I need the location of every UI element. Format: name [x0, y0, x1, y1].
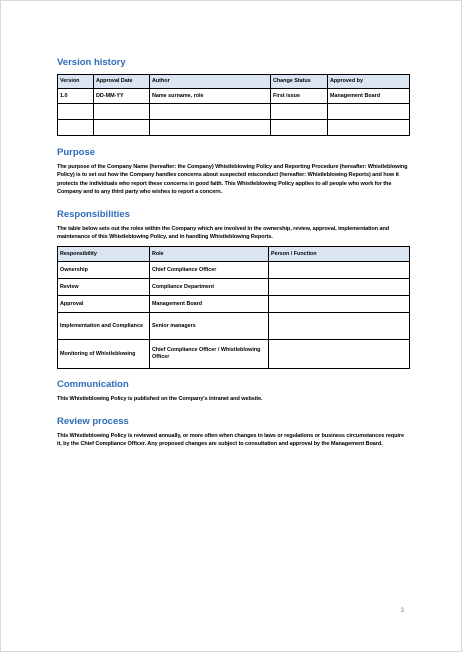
page-number: 3	[400, 608, 404, 614]
table-row	[58, 313, 410, 340]
table-row	[58, 279, 410, 296]
table-row	[58, 120, 410, 136]
version-history-header-row	[58, 75, 410, 89]
responsibilities-table	[57, 246, 410, 369]
table-cell: DD-MM-YY	[94, 89, 150, 104]
review-process-heading: Review process	[57, 415, 129, 427]
communication-heading: Communication	[57, 379, 129, 391]
column-header: Responsibility	[58, 247, 150, 262]
purpose-heading: Purpose	[57, 147, 96, 158]
table-cell	[328, 104, 410, 120]
column-header: Version	[58, 75, 94, 89]
page-content	[57, 57, 409, 449]
version-history-table	[57, 74, 410, 136]
table-cell: 1.0	[58, 89, 94, 104]
column-header: Approved by	[328, 75, 410, 89]
table-cell	[94, 120, 150, 136]
table-cell	[150, 104, 271, 120]
table-cell: Compliance Department	[150, 279, 269, 296]
table-cell: Senior managers	[150, 313, 269, 340]
table-cell: Monitoring of Whistleblowing	[58, 340, 150, 369]
table-row	[58, 104, 410, 120]
table-cell: Implementation and Compliance	[58, 313, 150, 340]
table-cell: Ownership	[58, 262, 150, 279]
version-history-heading: Version history	[57, 57, 126, 68]
table-cell: Name surname, role	[150, 89, 271, 104]
column-header: Role	[150, 247, 269, 262]
table-cell	[271, 120, 328, 136]
table-cell	[269, 279, 410, 296]
table-cell: Chief Compliance Officer	[150, 262, 269, 279]
table-cell: Management Board	[150, 296, 269, 313]
table-cell: Review	[58, 279, 150, 296]
table-cell: Approval	[58, 296, 150, 313]
table-cell	[58, 120, 94, 136]
responsibilities-header-row	[58, 247, 410, 262]
table-cell	[150, 120, 271, 136]
table-cell	[328, 120, 410, 136]
table-row	[58, 262, 410, 279]
column-header: Change Status	[271, 75, 328, 89]
table-cell	[269, 340, 410, 369]
table-row	[58, 296, 410, 313]
table-cell	[94, 104, 150, 120]
table-row	[58, 89, 410, 104]
purpose-paragraph: The purpose of the Company Name (hereafter: the Company) Whistleblowing Policy and Reporting Procedure (hereafter: Whistleblowing Policy) is to set out how the Company handles concerns about suspected misconduct (hereafter: Whistleblowing Reports) and how it protects the individuals who report these concerns in good faith. This Whistleblowing Policy applies to all people who work for the Company and to any third party who wishes to report a concern.	[57, 164, 408, 196]
table-row	[58, 340, 410, 369]
table-cell	[269, 313, 410, 340]
column-header: Person / Function	[269, 247, 410, 262]
responsibilities-paragraph: The table below sets out the roles within the Company which are involved in the ownership, review, approval, implementation and maintenance of this Whistleblowing Policy, and in handling Whistleblowing Reports.	[57, 225, 390, 241]
table-cell	[269, 296, 410, 313]
table-cell: Management Board	[328, 89, 410, 104]
table-cell	[271, 104, 328, 120]
responsibilities-heading: Responsibilities	[57, 208, 130, 220]
table-cell: First issue	[271, 89, 328, 104]
column-header: Author	[150, 75, 271, 89]
table-cell: Chief Compliance Officer / Whistleblowing Officer	[150, 340, 269, 369]
review-process-paragraph: This Whistleblowing Policy is reviewed annually, or more often when changes in laws or regulations or business circumstances require it, by the Chief Compliance Officer. Any proposed changes are subject to consultation and approval by the Management Board.	[57, 432, 404, 448]
communication-paragraph: This Whistleblowing Policy is published on the Company's intranet and website.	[57, 396, 263, 403]
table-cell	[58, 104, 94, 120]
column-header: Approval Date	[94, 75, 150, 89]
table-cell	[269, 262, 410, 279]
